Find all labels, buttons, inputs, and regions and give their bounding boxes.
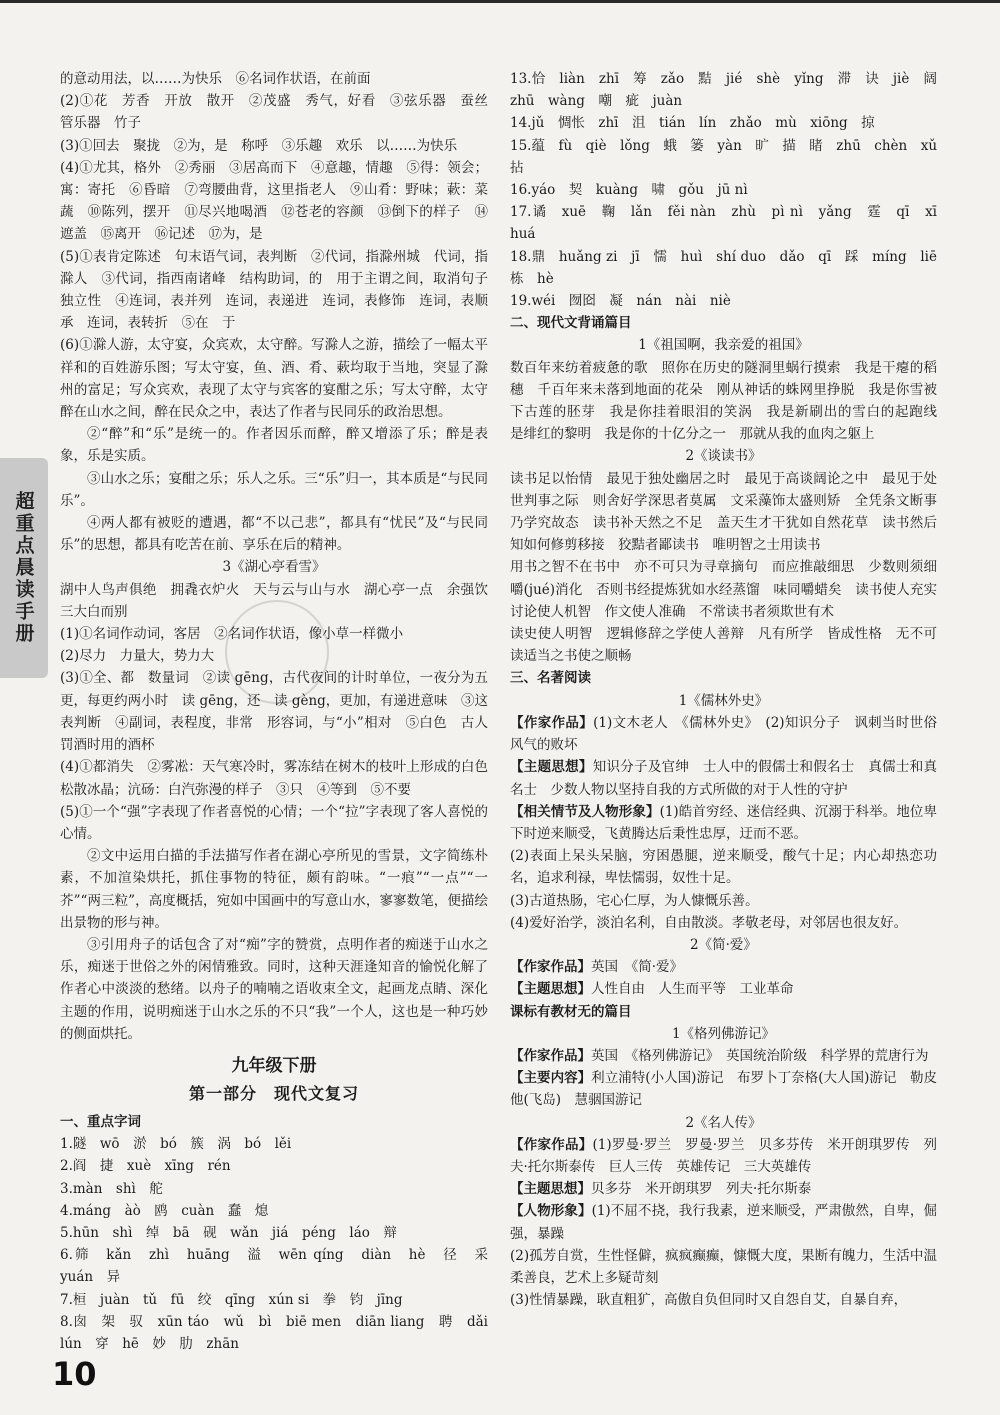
answer-line: (4)①尤其，格外 ②秀丽 ③居高而下 ④意趣，情趣 ⑤得：领会；寓：寄托 ⑥昏暗 ⑦弯腰曲背，这里指老人 ⑨山肴：野味；蔌：菜蔬 ⑩陈列，摆开 ⑪尽兴地喝酒 ⑫苍老的容颜 ⑬倒下的样子 ⑭遮盖 ⑮离开 ⑯记述 ⑰为，是 [60,159,488,243]
item-label: 【作家作品】 [510,1136,593,1153]
page-number: 10 [52,1355,97,1393]
extra-heading: 课标有教材无的篇目 [510,1003,632,1020]
extra-line: (2)孤芳自赏，生性怪僻，疯疯癫癫，慷慨大度，果断有魄力，生活中温柔善良，艺术上多疑苛刻 [510,1247,937,1286]
item-label: 【主要内容】 [510,1070,592,1087]
item-text: (1)皓首穷经、迷信经典、沉溺于科举。地位卑下时逆来顺受，飞黄腾达后秉性忠厚，迂而不恶。 [510,803,938,842]
answer-line: 的意动用法，以……为快乐 ⑥名词作状语，在前面 [60,71,371,87]
classic-item [510,956,937,978]
vocab-line: 13.恰 liàn zhī 筹 zǎo 黠 jié shè yǐng 滞 诀 jiè 阔 zhū wàng 嘲 疵 juàn [510,71,951,110]
classic-item [510,712,937,756]
classic-title-2: 2《简·爱》 [690,936,757,953]
classic-item [510,978,937,1000]
item-label: 【作家作品】 [510,959,591,976]
left-column [60,68,502,1355]
vocab-line: 1.隧 wō 淤 bó 簇 涡 bó lěi [60,1136,292,1153]
grade-title: 九年级下册 [231,1055,317,1076]
item-text: 英国 《简·爱》 [591,959,684,976]
vocab-line: 4.máng àò 鸥 cuàn 蠢 熄 [60,1202,269,1219]
answer-line: ④两人都有被贬的遭遇，都“不以己悲”，都具有“忧民”及“与民同乐”的思想，都具有吃苦在前、享乐在后的精神。 [60,515,488,554]
answer-line: (5)①一个“强”字表现了作者喜悦的心情；一个“拉”字表现了客人喜悦的心情。 [60,803,488,842]
item-text: 贝多芬 米开朗琪罗 列夫·托尔斯泰 [591,1181,812,1198]
classic-title-1: 1《儒林外史》 [678,692,769,709]
vocab-line: 15.蕴 fù qiè lǒng 蛾 篓 yàn 旷 描 睹 zhū chèn xǔ 拈 [510,137,951,176]
answer-line: (3)①全、都 数量词 ②读 gēng，古代夜间的计时单位，一夜分为五更，每更约两小时 读 gēng，还 读 gèng，更加，有递进意味 ③这 表判断 ④副词，表程度，非常 形容词，与“小”相对 ⑤白色 古人罚酒时用的酒杯 [60,670,502,754]
item-text: 利立浦特(小人国)游记 布罗卜丁奈格(大人国)游记 勒皮他(飞岛) 慧骃国游记 [510,1070,937,1109]
item-label: 【主题思想】 [510,1181,591,1198]
item-label: 【作家作品】 [510,714,594,731]
extra-title-1: 1《格列佛游记》 [671,1025,776,1042]
recite-title-1: 1《祖国啊，我亲爱的祖国》 [638,337,809,354]
item-label: 【主题思想】 [510,981,591,998]
vocab-line: 3.màn shì 舵 [60,1180,163,1197]
recite-text-2c: 读史使人明智 逻辑修辞之学使人善辩 凡有所学 皆成性格 无不可读适当之书使之顺畅 [510,626,937,665]
vocab-line: 2.阎 捷 xuè xīng rén [60,1158,231,1175]
answer-line: ③山水之乐；宴酣之乐；乐人之乐。三“乐”归一，其本质是“与民同乐”。 [60,470,488,509]
extra-item [510,1134,937,1178]
classic-line: (2)表面上呆头呆脑，穷困愚腿，逆来顺受，酸气十足；内心却热恋功名，追求利禄，卑怯懦弱，奴性十足。 [510,848,937,887]
section-title: 3《湖心亭看雪》 [222,559,326,576]
answer-line: (5)①表肯定陈述 句末语气词，表判断 ②代词，指滁州城 代词，指滁人 ③代词，指西南诸峰 结构助词，的 用于主谓之间，取消句子独立性 ④连词，表并列 连词，表递进 连词，表修饰 连词，表顺承 连词，表转折 ⑤在 于 [60,248,488,332]
extra-title-2: 2《名人传》 [685,1114,762,1131]
top-rule [0,0,1000,3]
vocab-line: 16.yáo 契 kuàng 啸 gǒu jū nì [510,182,748,199]
answer-line: (1)①名词作动词，客居 ②名词作状语，像小草一样微小 [60,626,404,643]
extra-item [510,1200,937,1244]
recite-text-2a: 读书足以怡情 最见于独处幽居之时 最见于高谈阔论之中 最见于处世判事之际 则舍好学深思者莫属 文采藻饰太盛则矫 全凭条文断事乃学究故态 读书补天然之不足 盖天生才干犹如自然花草 读书然后知如何修剪移接 狡黠者鄙读书 唯明智之士用读书 [510,470,937,554]
answer-line: 湖中人鸟声俱绝 拥毳衣炉火 天与云与山与水 湖心亭一点 余强饮三大白而别 [60,581,488,620]
answer-line: (6)①滁人游，太守宴，众宾欢，太守醉。写滁人之游，描绘了一幅太平祥和的百姓游乐图；写太守宴，鱼、酒、肴、蔌均取于当地，突显了滁州的富足；写众宾欢，表现了太守与宾客的宴酣之乐；写太守醉，太守醉在山水之间，醉在民众之中，表达了作者与民同乐的政治思想。 [60,337,488,421]
sidebar-tab-label: 超重点晨读手册 [12,491,35,645]
recite-text-1: 数百年来纺着疲惫的歌 照你在历史的隧洞里蜗行摸索 我是干瘪的稻穗 千百年来未落到地面的花朵 刚从神话的蛛网里挣脱 我是你雪被下古莲的胚芽 我是你挂着眼泪的笑涡 我是新刷出的雪白的起跑线 是绯红的黎明 我是你的十亿分之一 那就从我的血肉之躯上 [510,359,951,443]
extra-item [510,1178,937,1200]
answer-line: ②“醉”和“乐”是统一的。作者因乐而醉，醉又增添了乐；醉是表象，乐是实质。 [60,426,488,465]
sidebar-tab [0,458,48,678]
vocab-line: 19.wéi 囫囵 凝 nán nài niè [510,293,731,310]
part-title: 第一部分 现代文复习 [188,1083,359,1103]
vocab-heading: 一、重点字词 [60,1113,141,1130]
item-label: 【作家作品】 [510,1047,591,1064]
vocab-line: 14.jǔ 惆怅 zhī 沮 tián lín zhǎo mù xiōng 掠 [510,115,875,132]
recite-title-2: 2《谈读书》 [685,448,762,465]
item-label: 【主题思想】 [510,759,593,776]
item-text: (1)罗曼·罗兰 罗曼·罗兰 贝多芬传 米开朗琪罗传 列夫·托尔斯泰传 巨人三传 英雄传记 三大英雄传 [510,1136,937,1175]
item-text: 知识分子及官绅 士人中的假儒士和假名士 真儒士和真名士 少数人物以坚持自我的方式所做的对于人性的守护 [510,759,938,798]
item-text: (1)文木老人 《儒林外史》 (2)知识分子 讽刺当时世俗风气的败坏 [510,714,938,754]
answer-line: (2)尽力 力量大，势力大 [60,648,215,665]
item-text: 英国 《格列佛游记》 英国统治阶级 科学界的荒唐行为 [591,1047,929,1064]
vocab-line: 7.桓 juàn tǔ fū 绞 qīng xún si 拳 钧 jīng [60,1291,403,1308]
extra-item [510,1045,937,1067]
classic-item [510,756,937,800]
answer-line: ②文中运用白描的手法描写作者在湖心亭所见的雪景，文字简练朴素，不加渲染烘托，抓住事物的特征，颇有韵味。“一痕”“一点”“一芥”“两三粒”，高度概括，宛如中国画中的写意山水，寥寥数笔，便描绘出景物的形与神。 [60,848,488,931]
extra-item [510,1067,937,1111]
answer-line: (2)①花 芳香 开放 散开 ②茂盛 秀气，好看 ③弦乐器 蚕丝 管乐器 竹子 [60,93,502,132]
vocab-line: 8.囱 架 驭 xūn táo wǔ bì biē men diān liang 聘 dǎi lún 穿 hē 妙 肋 zhān [60,1313,502,1352]
classic-item [510,801,937,845]
extra-line: (3)性情暴躁，耿直粗犷，高傲自负但同时又自怨自艾，自暴自弃， [510,1292,908,1309]
right-column [510,68,951,1311]
answer-line: (4)①都消失 ②雾凇：天气寒冷时，雾冻结在树木的枝叶上形成的白色松散冰晶；沆砀：白汽弥漫的样子 ③只 ④等到 ⑤不要 [60,759,488,798]
answer-line: ③引用舟子的话包含了对“痴”字的赞赏，点明作者的痴迷于山水之乐，痴迷于世俗之外的闲情雅致。同时，这种天涯逢知音的愉悦化解了作者心中淡淡的愁绪。以舟子的喃喃之语收束全文，起画龙点睛、深化主题的作用，说明痴迷于山水之乐的不只“我”一个人，这也是一种巧妙的侧面烘托。 [60,936,488,1042]
item-text: 人性自由 人生而平等 工业革命 [591,981,794,998]
item-label: 【相关情节及人物形象】 [510,803,660,820]
vocab-line: 5.hūn shì 绰 bā 砚 wǎn jiá péng láo 辩 [60,1224,397,1241]
answer-line: (3)①回去 聚拢 ②为，是 称呼 ③乐趣 欢乐 以……为快乐 [60,137,458,154]
recite-heading: 二、现代文背诵篇目 [510,315,632,332]
vocab-line: 6.筛 kǎn zhì huāng 溢 wēn qíng diàn hè 径 采 yuán 异 [60,1247,502,1286]
vocab-line: 18.鼎 huǎng zi jī 懦 huì shí duo dǎo qī 踩 míng liē 栋 hè [510,248,951,287]
item-label: 【人物形象】 [510,1203,592,1220]
vocab-line: 17.谲 xuē 鞠 lǎn fěi nàn zhù pì nì yǎng 霆 qī xī huá [510,204,951,243]
recite-text-2b: 用书之智不在书中 亦不可只为寻章摘句 而应推敲细思 少数则须细嚼(jué)消化 否则书经提炼犹如水经蒸馏 味同嚼蜡矣 读书使人充实 讨论使人机智 作文使人准确 不常读书者须欺世有术 [510,559,951,620]
classic-line: (4)爱好治学，淡泊名利，自由散淡。孝敬老母，对邻居也很友好。 [510,914,908,931]
classic-heading: 三、名著阅读 [510,670,591,687]
item-text: (1)不屈不挠，我行我素，逆来顺受，严肃傲然，自卑，倔强，暴躁 [510,1203,938,1242]
classic-line: (3)古道热肠，宅心仁厚，为人慷慨乐善。 [510,892,759,909]
